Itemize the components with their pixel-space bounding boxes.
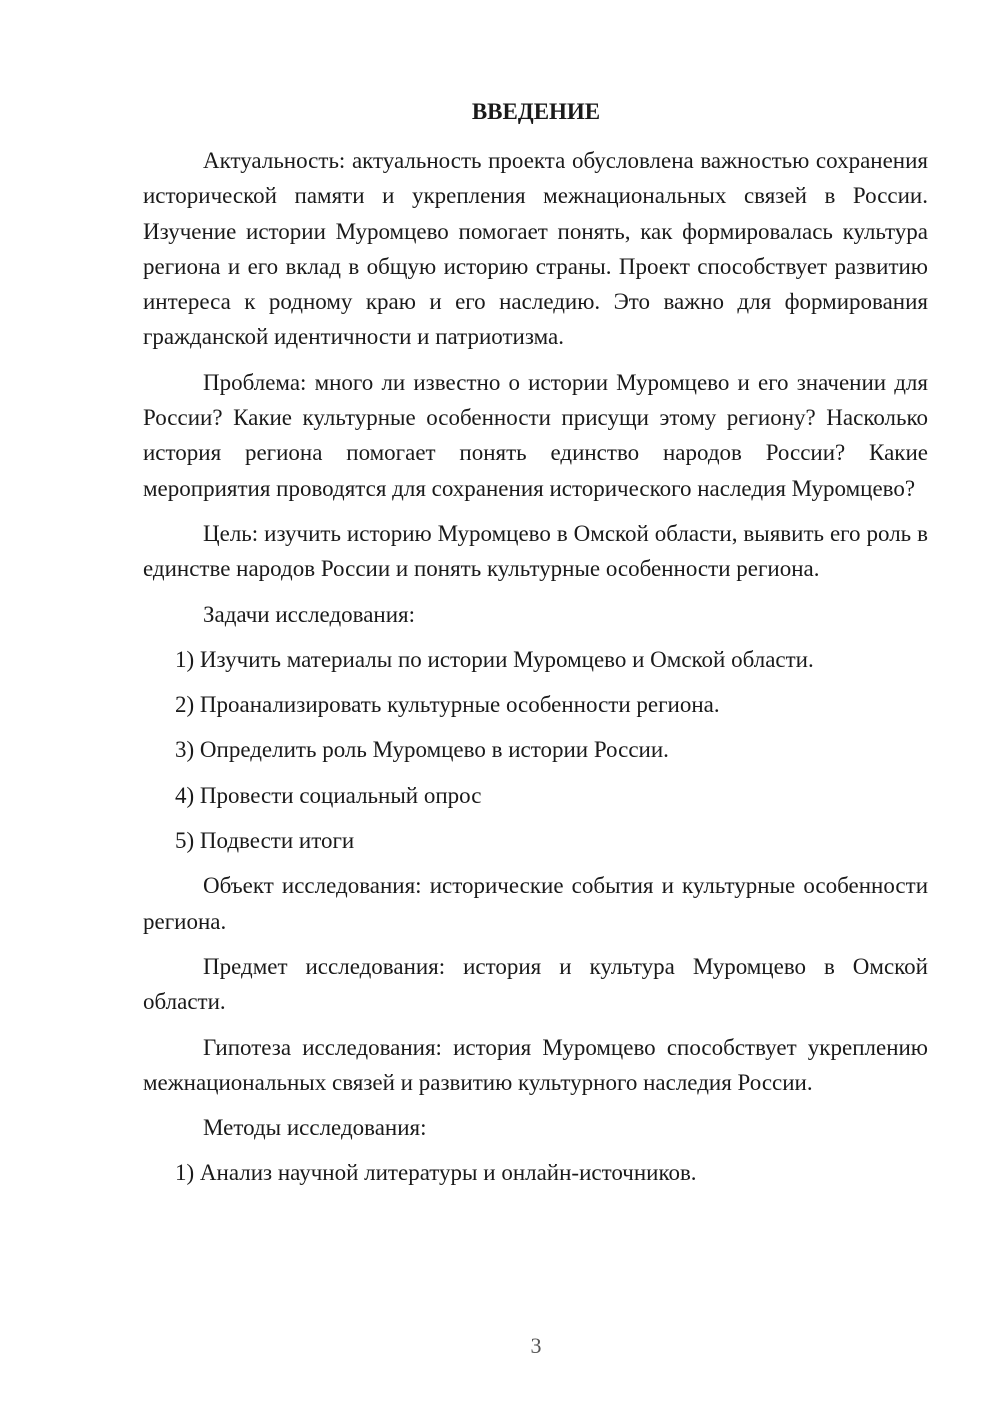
section-title: ВВЕДЕНИЕ [471,99,601,124]
method-item: 1) Анализ научной литературы и онлайн-источников. [175,1160,697,1186]
task-item: 4) Провести социальный опрос [175,782,482,808]
paragraph-hypothesis: Гипотеза исследования: история Муромцево способствует укреплению межнациональных связей и развитию культурного наследия России. [143,1034,928,1095]
task-item: 3) Определить роль Муромцево в истории России. [175,737,669,763]
task-item: 1) Изучить материалы по истории Муромцево и Омской области. [175,646,814,672]
tasks-list [143,642,928,858]
paragraph-object: Объект исследования: исторические события и культурные особенности региона. [143,873,928,934]
page-number: 3 [530,1333,542,1358]
document-body [143,143,928,1201]
paragraph-goal: Цель: изучить историю Муромцево в Омской области, выявить его роль в единстве народов России и понять культурные особенности региона. [143,520,928,582]
paragraph-subject: Предмет исследования: история и культура Муромцево в Омской области. [143,953,928,1015]
methods-list [143,1155,928,1190]
paragraph-problem: Проблема: много ли известно о истории Муромцево и его значении для России? Какие культурные особенности присущи этому региону? Насколько история региона помогает понять единство народов России? Какие мероприятия проводятся для сохранения исторического наследия Муромцево? [143,369,928,501]
task-item: 5) Подвести итоги [175,828,355,854]
task-item: 2) Проанализировать культурные особенности региона. [175,692,720,718]
paragraph-relevance: Актуальность: актуальность проекта обусловлена важностью сохранения исторической памяти и укрепления межнациональных связей в России. Изучение истории Муромцево помогает понять, как формировалась культура региона и его вклад в общую историю страны. Проект способствует развитию интереса к родному краю и его наследию. Это важно для формирования гражданской идентичности и патриотизма. [143,148,928,350]
tasks-heading: Задачи исследования: [203,601,416,627]
methods-heading: Методы исследования: [203,1115,427,1141]
